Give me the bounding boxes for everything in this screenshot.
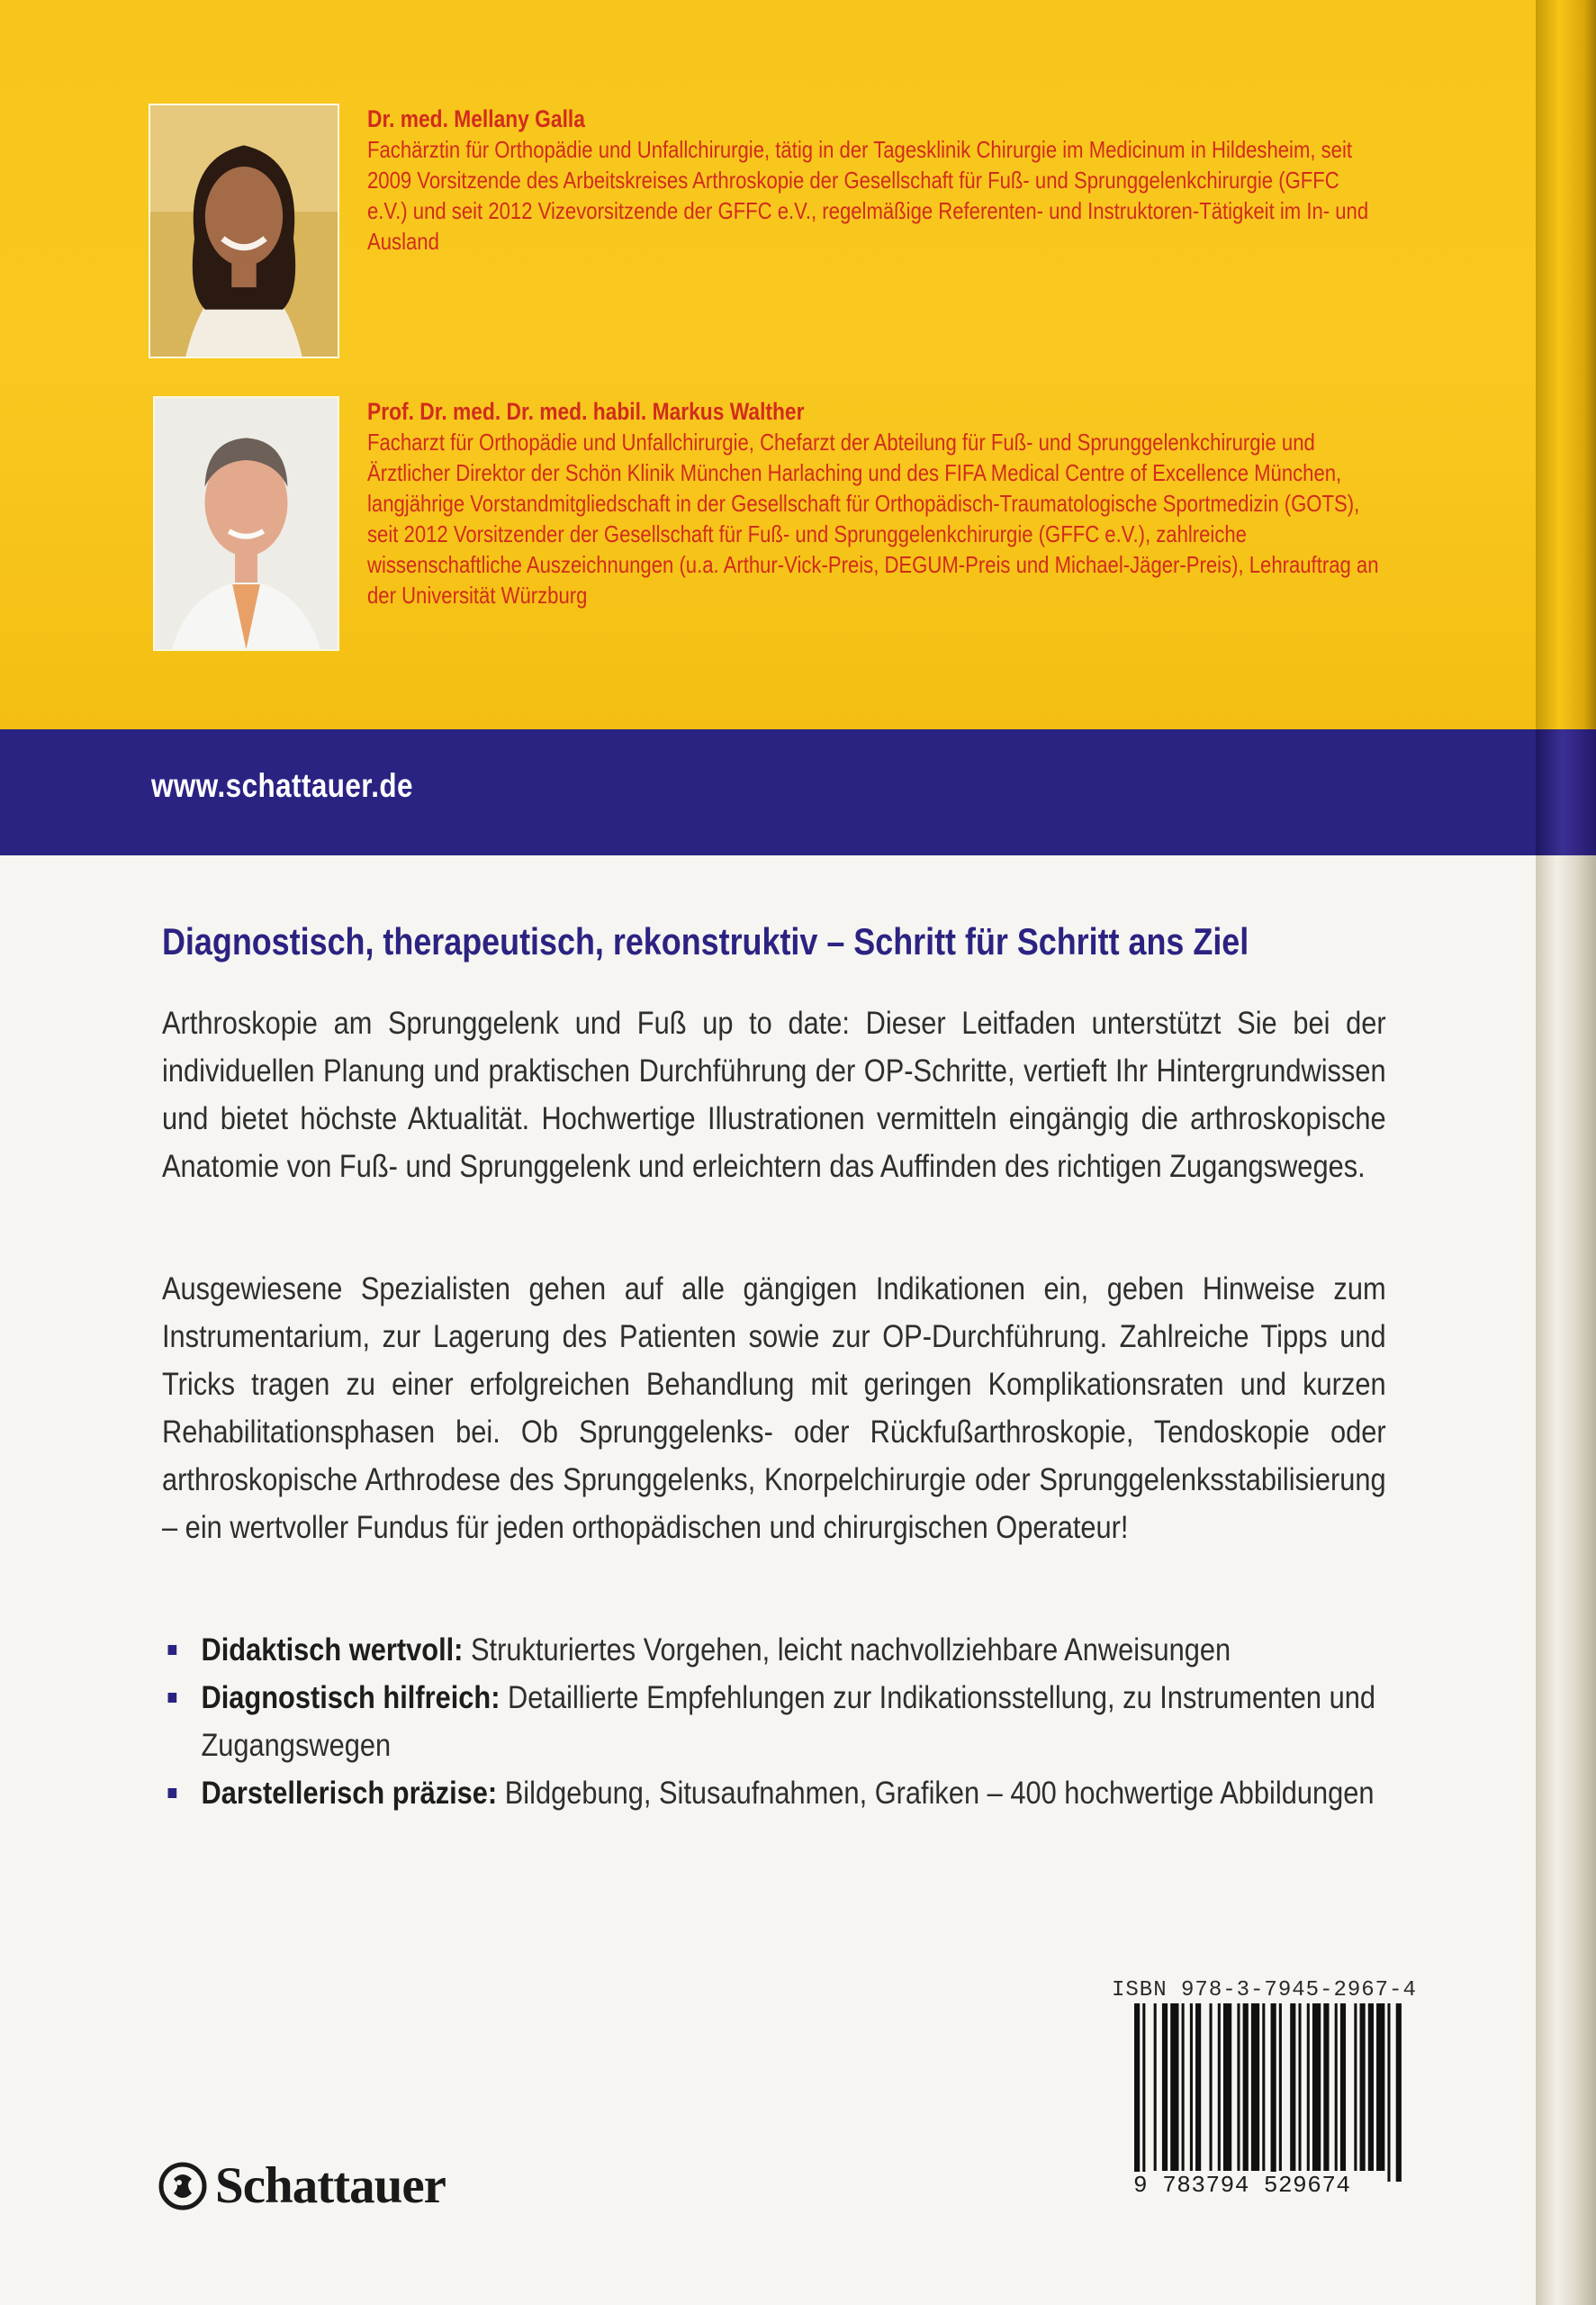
barcode-bar — [1190, 2003, 1193, 2171]
feature-text: Strukturiertes Vorgehen, leicht nachvollziehbare Anweisungen — [463, 1632, 1231, 1668]
feature-text: Detaillierte Empfehlungen zur Indikationsstellung, zu Instrumenten und Zugangswegen — [201, 1680, 1375, 1763]
list-item — [165, 1626, 1384, 1674]
feature-text: Bildgebung, Situsaufnahmen, Grafiken – 400 hochwertige Abbildungen — [497, 1776, 1375, 1811]
barcode-bar — [1387, 2003, 1390, 2182]
barcode-bar — [1154, 2003, 1157, 2171]
barcode-bar — [1340, 2003, 1346, 2171]
barcode-bar — [1218, 2003, 1221, 2171]
author-name: Prof. Dr. med. Dr. med. habil. Markus Walther — [367, 398, 805, 425]
barcode-bar — [1368, 2003, 1374, 2171]
barcode-bar — [1376, 2003, 1384, 2171]
author-name: Dr. med. Mellany Galla — [367, 105, 585, 132]
barcode-bar — [1396, 2003, 1402, 2182]
schattauer-logo-icon — [158, 2161, 208, 2211]
barcode-digits: 9 783794 529674 — [1130, 2172, 1355, 2199]
feature-label: Didaktisch wertvoll: — [201, 1632, 464, 1668]
book-spine-yellow — [1536, 0, 1596, 855]
barcode-bar — [1243, 2003, 1249, 2171]
barcode-bar — [1360, 2003, 1366, 2171]
barcode-bar — [1251, 2003, 1259, 2171]
barcode-bar — [1335, 2003, 1338, 2171]
barcode-bar — [1298, 2003, 1301, 2171]
blurb-headline: Diagnostisch, therapeutisch, rekonstruktiv – Schritt für Schritt ans Ziel — [162, 920, 1249, 963]
feature-label: Diagnostisch hilfreich: — [201, 1680, 500, 1715]
barcode-bar — [1170, 2003, 1178, 2171]
blurb-paragraph: Arthroskopie am Sprunggelenk und Fuß up to date: Dieser Leitfaden unterstützt Sie bei der individuellen Planung und praktischen Durchführung der OP-Schritte, vertieft Ihr Hintergrundwissen und bietet höchste Aktualität. Hochwertige Illustrationen vermitteln eingängig die arthroskopische Anatomie von Fuß- und Sprunggelenk und erleichtern das Auffinden des richtigen Zugangsweges. — [162, 1006, 1386, 1184]
author-bio: Facharzt für Orthopädie und Unfallchirurgie, Chefarzt der Abteilung für Fuß- und Sprunggelenkchirurgie und Ärztlicher Direktor der Schön Klinik München Harlaching und des FIFA Medical Centre of Excellence München, langjährige Vorstandmitgliedschaft in der Gesellschaft für Orthopädisch-Traumatologische Sportmedizin (GOTS), seit 2012 Vorsitzender der Gesellschaft für Fuß- und Sprunggelenkchirurgie (GFFC e.V.), zahlreiche wissenschaftliche Auszeichnungen (u.a. Arthur-Vick-Preis, DEGUM-Preis und Michael-Jäger-Preis), Lehrauftrag an der Universität Würzburg — [367, 429, 1379, 609]
barcode-bar — [1354, 2003, 1357, 2171]
blurb-paragraph: Ausgewiesene Spezialisten gehen auf alle gängigen Indikationen ein, geben Hinweise zum Instrumentarium, zur Lagerung des Patienten sowie zur OP-Durchführung. Zahlreiche Tipps und Tricks tragen zu einer erfolgreichen Behandlung mit geringen Komplikationsraten und kurzen Rehabilitationsphasen bei. Ob Sprunggelenks- oder Rückfußarthroskopie, Tendoskopie oder arthroskopische Arthrodese des Sprunggelenks, Knorpelchirurgie oder Sprunggelenksstabilisierung – ein wertvoller Fundus für jeden orthopädischen und chirurgischen Operateur! — [162, 1271, 1386, 1545]
barcode-bar — [1271, 2003, 1276, 2182]
barcode-bar — [1237, 2003, 1240, 2171]
feature-label: Darstellerisch präzise: — [201, 1776, 498, 1811]
barcode-bar — [1142, 2003, 1145, 2182]
barcode-bar — [1323, 2003, 1329, 2171]
barcode-bar — [1279, 2003, 1282, 2171]
author-bio: Fachärztin für Orthopädie und Unfallchirurgie, tätig in der Tagesklinik Chirurgie im Medicinum in Hildesheim, seit 2009 Vorsitzende des Arbeitskreises Arthroskopie der Gesellschaft für Fuß- und Sprunggelenkchirurgie (GFFC e.V.) und seit 2012 Vizevorsitzende der GFFC e.V., regelmäßige Referenten- und Instruktoren-Tätigkeit im In- und Ausland — [367, 136, 1369, 255]
barcode-bar — [1223, 2003, 1231, 2171]
barcode-bar — [1290, 2003, 1295, 2171]
publisher-logo — [158, 2156, 446, 2215]
barcode-bar — [1134, 2003, 1140, 2182]
author-section — [0, 0, 1536, 729]
barcode-bar — [1307, 2003, 1310, 2171]
publisher-url[interactable]: www.schattauer.de — [151, 767, 413, 804]
author-photo-galla — [149, 104, 339, 358]
book-spine-band — [1536, 729, 1596, 855]
author-details — [367, 396, 1402, 610]
feature-list — [165, 1626, 1384, 1817]
author-photo-walther — [153, 396, 339, 651]
barcode-bar — [1195, 2003, 1201, 2171]
barcode-bar — [1312, 2003, 1321, 2171]
list-item — [165, 1769, 1384, 1817]
list-item — [165, 1674, 1384, 1769]
barcode-bar — [1182, 2003, 1185, 2171]
publisher-band — [0, 729, 1536, 855]
barcode-bar — [1162, 2003, 1168, 2171]
barcode-bar — [1210, 2003, 1213, 2171]
author-details — [367, 104, 1402, 257]
barcode — [1134, 2003, 1404, 2182]
publisher-name: Schattauer — [215, 2157, 446, 2214]
barcode-bar — [1262, 2003, 1265, 2171]
isbn-label: ISBN 978-3-7945-2967-4 — [1112, 1978, 1417, 2002]
